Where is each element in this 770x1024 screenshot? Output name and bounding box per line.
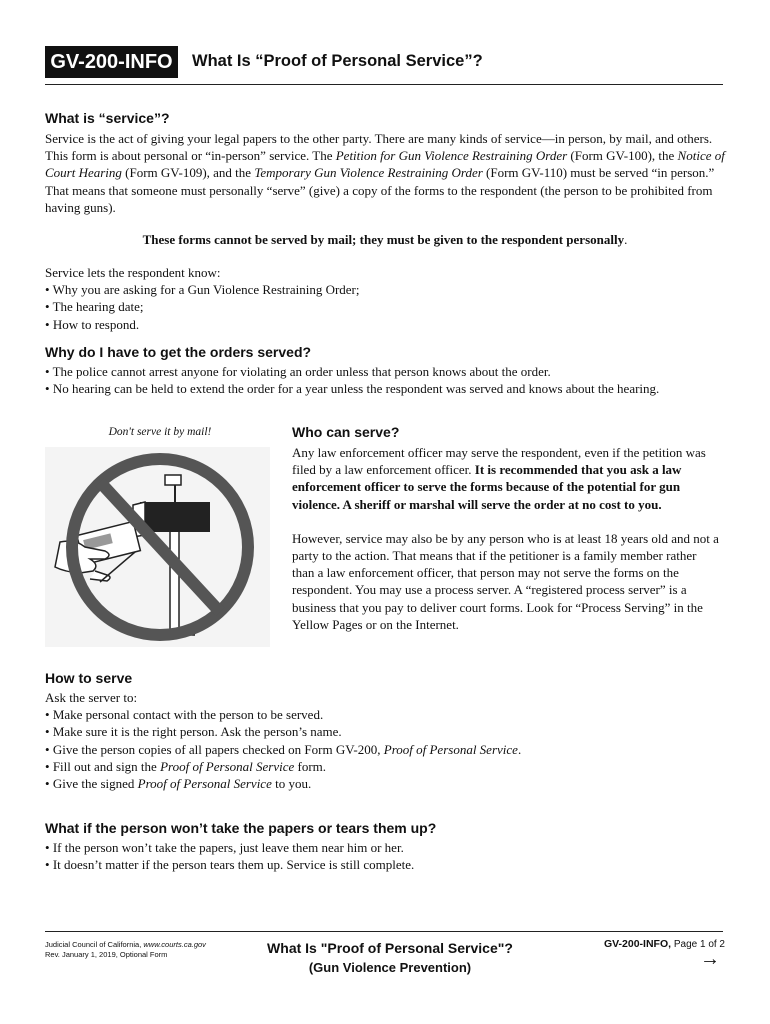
list-item: • The hearing date; [45, 298, 725, 315]
list-item: • The police cannot arrest anyone for violating an order unless that person knows about the order. [45, 363, 725, 380]
who-paragraph-2: However, service may also be by any person who is at least 18 years old and not a party to the action. That means that if the petitioner is a family member rather than a law enforcement officer, that person may not serve the forms on the respondent. You may use a process server. A “registered process server” is a business that you pay to deliver court forms. Look for “Process Serving” in the Yellow Pages or on the Internet. [292, 530, 719, 632]
no-mail-emphasis: These forms cannot be served by mail; they must be given to the respondent personally. [142, 232, 628, 247]
illustration-caption: Don't serve it by mail! [108, 426, 212, 438]
footer-council: Judicial Council of California, www.courts.ca.gov Rev. January 1, 2019, Optional Form [45, 940, 206, 959]
form-number-badge: GV-200-INFO [45, 46, 178, 78]
service-paragraph: Service is the act of giving your legal papers to the other party. There are many kinds of service—in person, by mail, and others. This form is about personal or “in-person” service. The Petition for Gun Violence Restraining Order (Form GV-100), the Notice of Court Hearing (Form GV-109), and the Temporary Gun Violence Restraining Order (Form GV-110) must be served “in person.” That means that someone must personally “serve” (give) a copy of the forms to the respondent (the person to be prohibited from having guns). [45, 131, 725, 215]
list-item: • No hearing can be held to extend the order for a year unless the respondent was served and knows about the hearing. [45, 380, 725, 397]
right-arrow-icon[interactable]: → [700, 948, 720, 970]
list-item: • Give the person copies of all papers checked on Form GV-200, Proof of Personal Service. [45, 741, 725, 758]
list-item: • Fill out and sign the Proof of Personal Service form. [45, 758, 725, 775]
who-paragraph-1: Any law enforcement officer may serve the respondent, even if the petition was filed by a law enforcement officer. It is recommended that you ask a law enforcement officer to serve the forms because of the potential for gun violence. A sheriff or marshal will serve the order at no cost to you. [292, 445, 706, 512]
section-why-served [45, 344, 725, 397]
lets-know-block [45, 264, 725, 333]
section-what-is-service [45, 110, 725, 216]
lets-know-intro: Service lets the respondent know: [45, 265, 221, 280]
list-item: • If the person won’t take the papers, just leave them near him or her. [45, 839, 725, 856]
footer-page-info: GV-200-INFO, Page 1 of 2 [603, 938, 725, 950]
list-item: • Give the signed Proof of Personal Service to you. [45, 775, 725, 792]
how-intro: Ask the server to: [45, 690, 138, 705]
header-divider [45, 84, 723, 85]
section-heading: What if the person won’t take the papers or tears them up? [45, 820, 437, 836]
list-item: • How to respond. [45, 316, 725, 333]
footer-website: www.courts.ca.gov [143, 940, 206, 949]
lets-know-list [45, 281, 725, 333]
list-item: • It doesn’t matter if the person tears them up. Service is still complete. [45, 856, 725, 873]
page-title: What Is “Proof of Personal Service”? [192, 52, 483, 70]
list-item: • Make personal contact with the person to be served. [45, 706, 725, 723]
page-number: Page 1 of 2 [673, 939, 725, 950]
section-heading: Who can serve? [292, 424, 400, 440]
list-item: • Make sure it is the right person. Ask the person’s name. [45, 723, 725, 740]
list-item: • Why you are asking for a Gun Violence Restraining Order; [45, 281, 725, 298]
footer-divider [45, 931, 723, 932]
section-heading: What is “service”? [45, 110, 170, 126]
section-how-to-serve [45, 670, 725, 792]
footer-title: What Is "Proof of Personal Service"? (Gun Violence Prevention) [267, 940, 513, 975]
section-who-can-serve [292, 424, 722, 633]
section-heading: Why do I have to get the orders served? [45, 344, 312, 360]
section-wont-take [45, 820, 725, 873]
no-mail-service-icon [45, 447, 270, 647]
section-heading: How to serve [45, 670, 133, 686]
